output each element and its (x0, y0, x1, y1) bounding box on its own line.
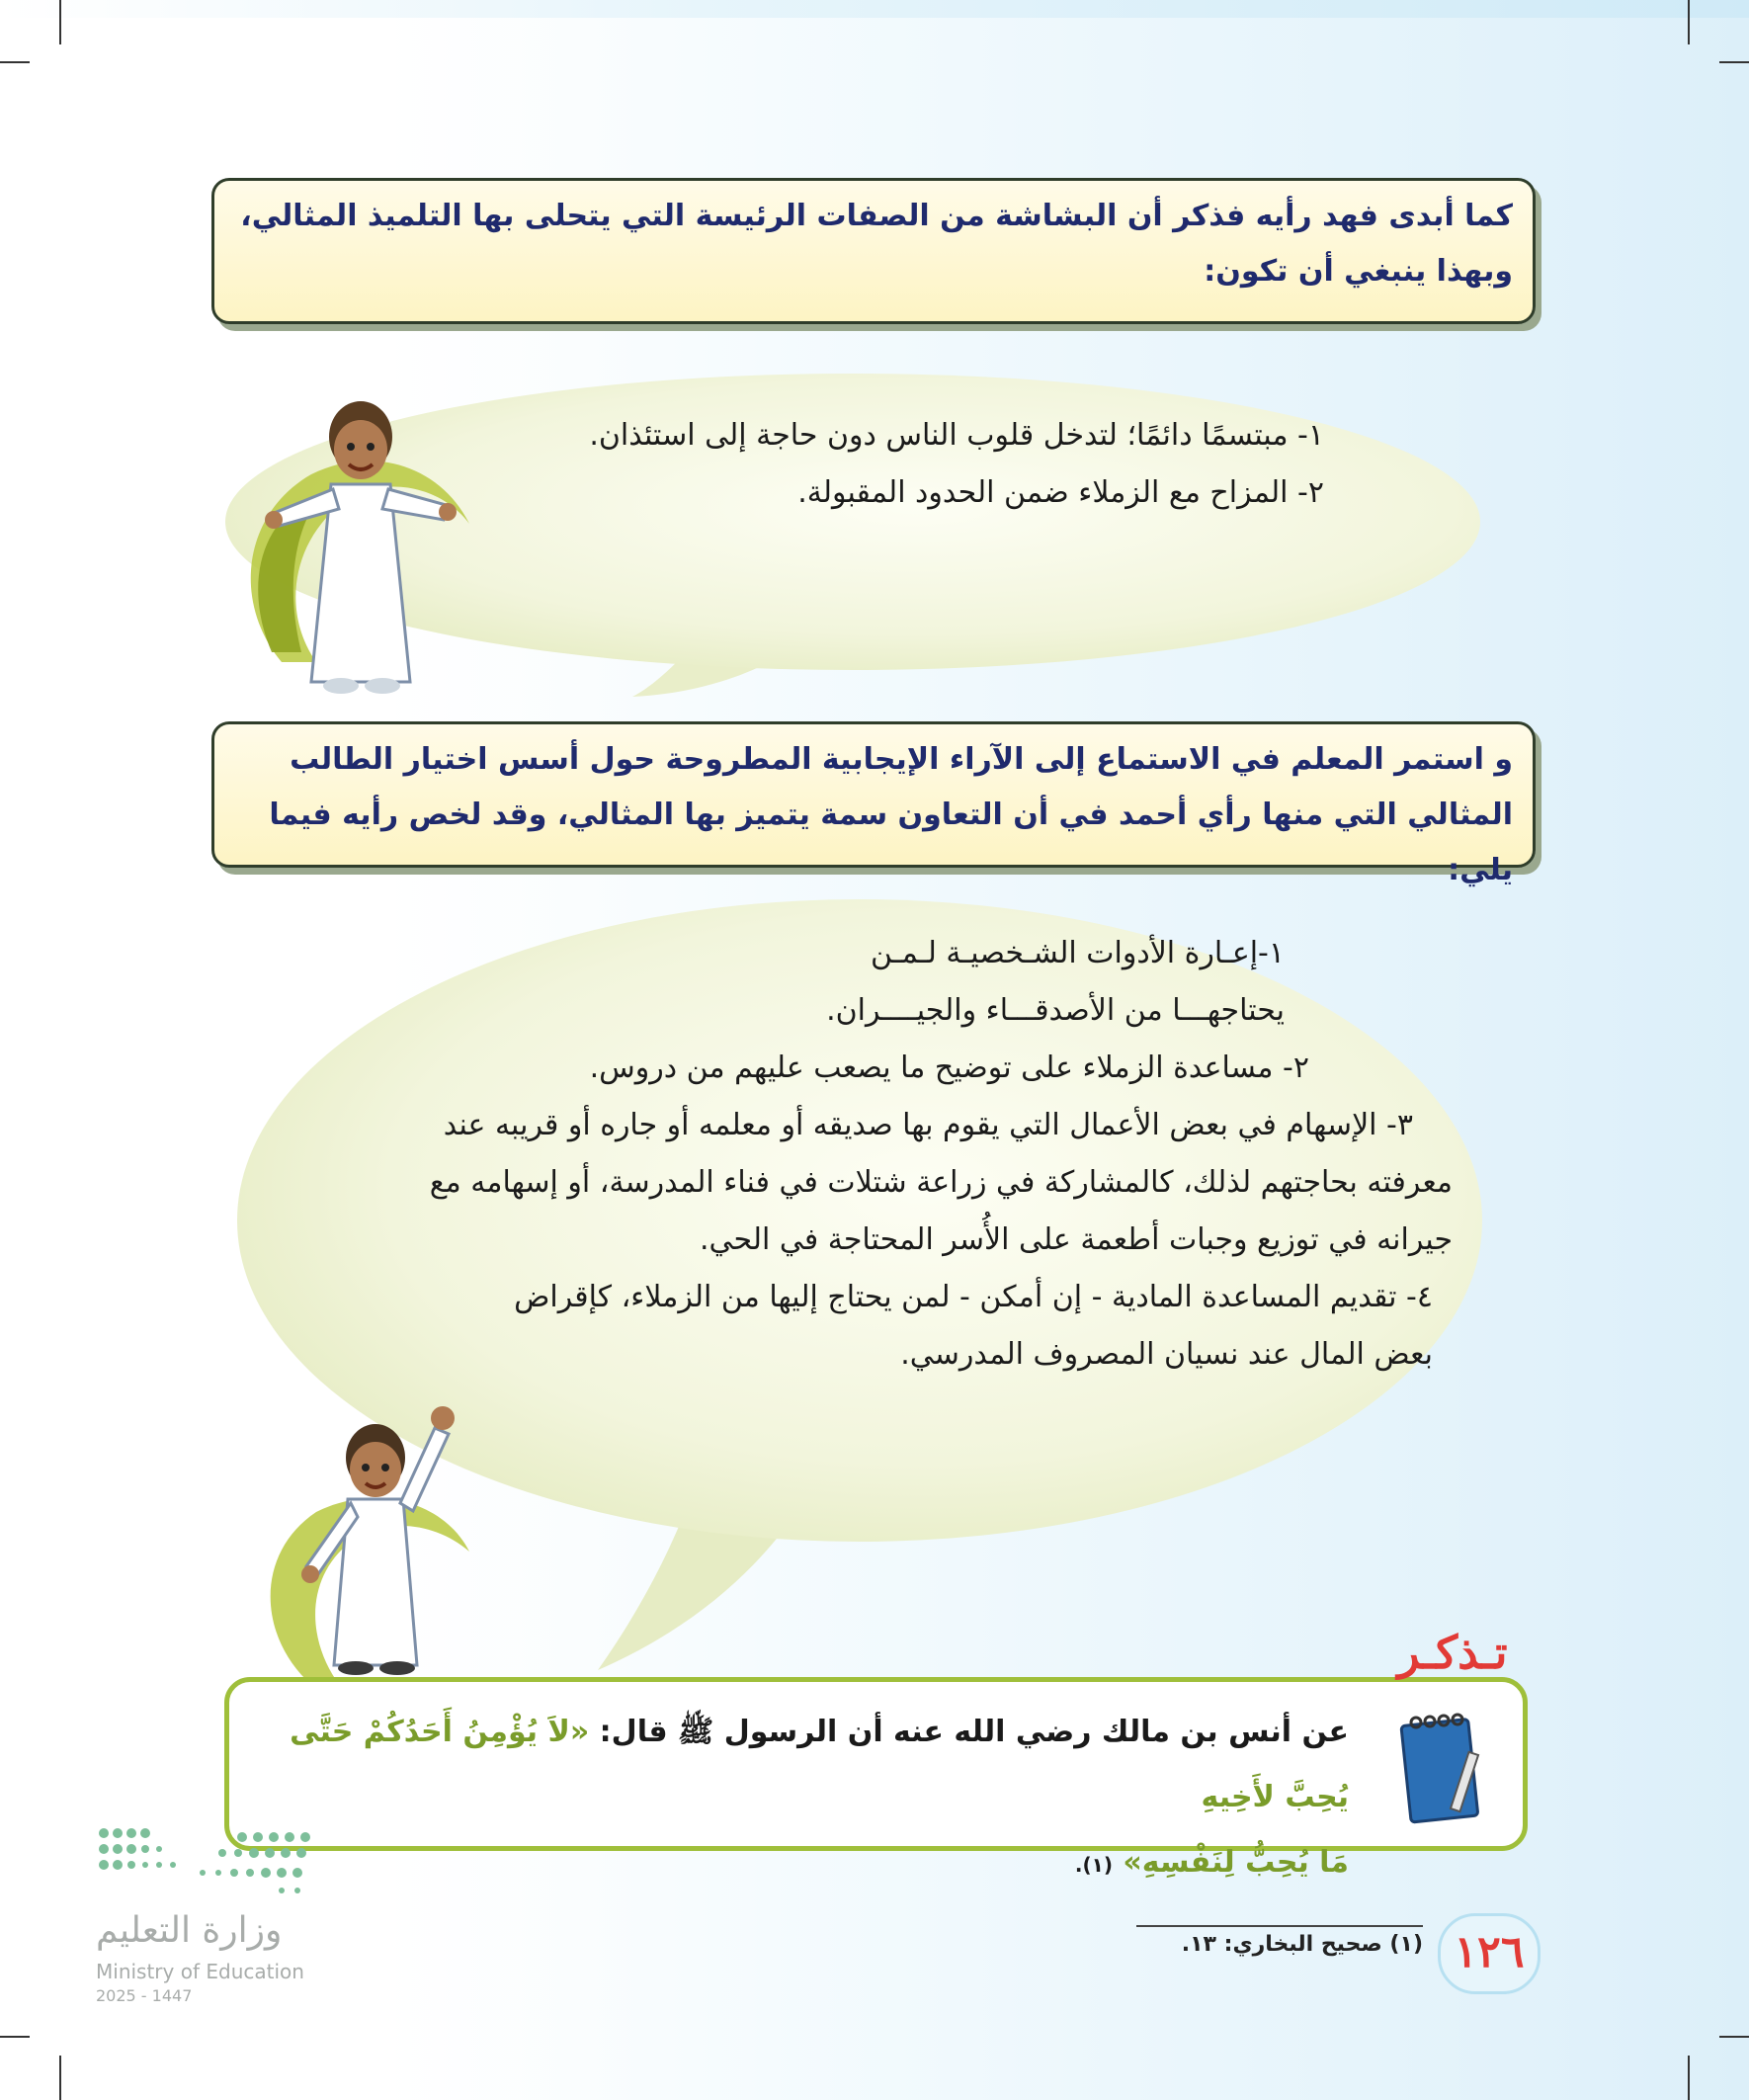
second-callout-text: و استمر المعلم في الاستماع إلى الآراء الإيجابية المطروحة حول أسس اختيار الطالب المثالي التي منها رأي أحمد في أن التعاون سمة يتميز بها المثالي، وقد لخص رأيه فيما يلي: (269, 742, 1513, 887)
reminder-title: تـذكـر (1397, 1626, 1508, 1679)
bubble-two-text (296, 925, 1453, 1384)
reminder-line (252, 1700, 1349, 1830)
intro-callout-text: كما أبدى فهد رأيه فذكر أن البشاشة من الصفات الرئيسة التي يتحلى بها التلميذ المثالي، وبهذا ينبغي أن تكون: (240, 199, 1513, 289)
hadith-line-2: مَا يُحِبُّ لِنَفْسِهِ» (1123, 1845, 1349, 1880)
bubble-two-item: يحتاجهـــا من الأصدقـــاء والجيــــران. (826, 993, 1285, 1028)
publisher-name-en: Ministry of Education (96, 1960, 304, 1983)
notebook-pencil-icon (1398, 1713, 1487, 1831)
footnote: (١) صحيح البخاري: ١٣. (1181, 1932, 1423, 1957)
reminder-intro: عن أنس بن مالك رضي الله عنه أن الرسول ﷺ قال: (589, 1715, 1349, 1749)
reminder-text (252, 1700, 1349, 1897)
publisher-year: 2025 - 1447 (96, 1986, 193, 2005)
bubble-two-item: ٤- تقديم المساعدة المادية - إن أمكن - لمن يحتاج إليها من الزملاء، كإقراض (514, 1280, 1433, 1314)
moe-dots-logo-icon (94, 1823, 321, 1902)
reminder-line (252, 1830, 1349, 1897)
bubble-two-item: بعض المال عند نسيان المصروف المدرسي. (900, 1337, 1433, 1372)
page-number: ١٢٦ (1438, 1913, 1541, 1994)
hadith-line-1: «لاَ يُؤْمِنُ أَحَدُكُمْ حَتَّى يُحِبَّ لأَخِيهِ (290, 1715, 1349, 1814)
boy-waving-icon (287, 1388, 464, 1675)
bubble-two-item: ١-إعـارة الأدوات الشـخصيـة لـمـن (870, 936, 1285, 970)
bubble-two-item: ٢- مساعدة الزملاء على توضيح ما يصعب عليهم من دروس. (589, 1050, 1309, 1085)
publisher-name-ar: وزارة التعليم (96, 1910, 283, 1951)
footnote-marker: (١). (1074, 1853, 1113, 1877)
bubble-one-item: ٢- المزاح مع الزملاء ضمن الحدود المقبولة. (797, 475, 1324, 510)
bubble-two-item: ٣- الإسهام في بعض الأعمال التي يقوم بها صديقه أو معلمه أو جاره أو قريبه عند (443, 1108, 1413, 1142)
footnote-divider (1136, 1925, 1423, 1927)
bubble-one-item: ١- مبتسمًا دائمًا؛ لتدخل قلوب الناس دون حاجة إلى استئذان. (589, 418, 1324, 453)
bubble-two-item: جيرانه في توزيع وجبات أطعمة على الأُسر المحتاجة في الحي. (699, 1222, 1453, 1257)
bubble-two-item: معرفته بحاجتهم لذلك، كالمشاركة في زراعة شتلات في فناء المدرسة، أو إسهامه مع (429, 1165, 1453, 1200)
